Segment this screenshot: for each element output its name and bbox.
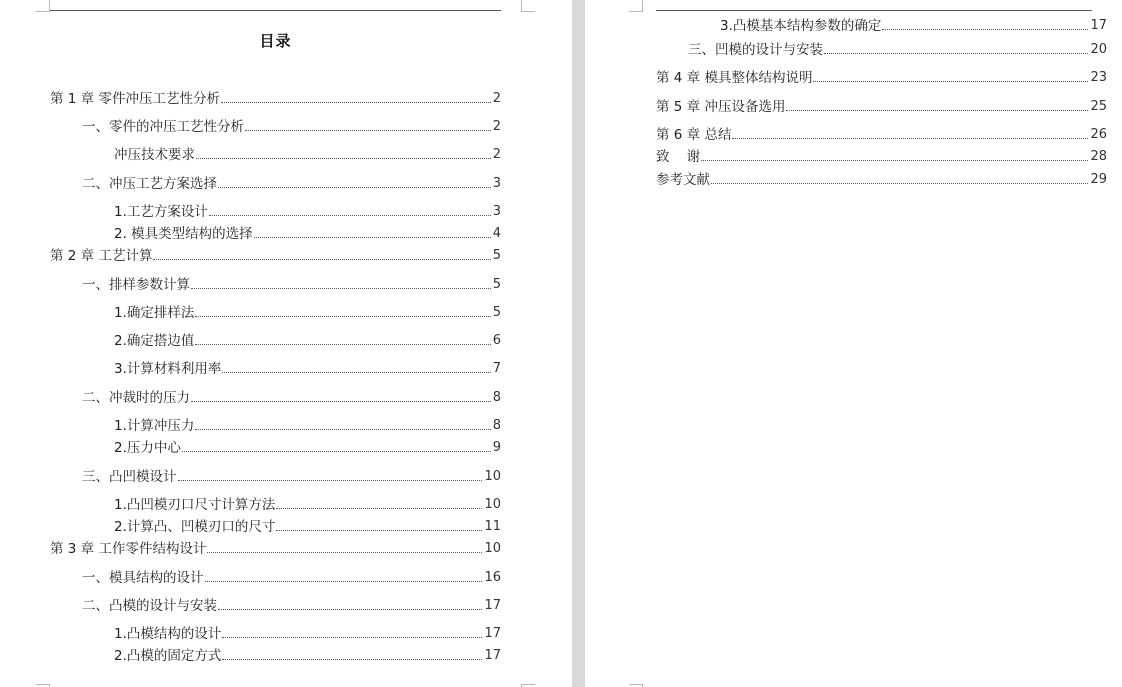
toc-entry-text: 1.确定排样法 (114, 305, 195, 321)
toc-entry-chapter-5[interactable] (656, 98, 1107, 116)
toc-entry-text: 3.凸模基本结构参数的确定 (720, 18, 882, 34)
toc-leader-dots (786, 110, 1088, 111)
toc-page-number: 10 (484, 469, 501, 484)
toc-leader-dots (195, 429, 490, 430)
toc-page-number: 17 (484, 648, 501, 663)
toc-entry-text: 1.凸模结构的设计 (114, 626, 222, 642)
toc-entry-text: 第 1 章 零件冲压工艺性分析 (50, 91, 220, 107)
toc-leader-dots (711, 183, 1088, 184)
toc-leader-dots (191, 288, 491, 289)
toc-entry-subsection[interactable] (114, 417, 501, 435)
toc-page-number: 2 (492, 91, 501, 106)
toc-leader-dots (701, 160, 1088, 161)
toc-entry-text: 冲压技术要求 (114, 147, 195, 163)
toc-entry-text: 2.确定搭边值 (114, 333, 195, 349)
toc-entry-subsection[interactable] (720, 17, 1107, 35)
toc-entry-text: 第 6 章 总结 (656, 127, 732, 143)
toc-entry-text: 一、模具结构的设计 (82, 570, 204, 586)
toc-entry-subsection[interactable] (114, 304, 501, 322)
toc-entry-chapter-2[interactable] (50, 247, 501, 265)
toc-leader-dots (195, 316, 490, 317)
toc-page-number: 8 (492, 390, 501, 405)
toc-leader-dots (222, 659, 482, 660)
toc-leader-dots (207, 552, 482, 553)
toc-page-number: 11 (484, 519, 501, 534)
toc-entry-subsection[interactable] (114, 647, 501, 665)
toc-entry-section[interactable] (82, 175, 501, 193)
toc-leader-dots (222, 637, 482, 638)
toc-leader-dots (195, 344, 490, 345)
toc-page-number: 4 (492, 226, 501, 241)
toc-leader-dots (221, 102, 491, 103)
toc-entry-subsection[interactable] (114, 360, 501, 378)
toc-leader-dots (209, 215, 491, 216)
toc-page-number: 5 (492, 305, 501, 320)
crop-mark-top-right (521, 0, 535, 12)
toc-leader-dots (813, 81, 1088, 82)
toc-page-number: 26 (1090, 127, 1107, 142)
toc-page-number: 3 (492, 204, 501, 219)
toc-leader-dots (218, 609, 482, 610)
toc-entry-text: 1.工艺方案设计 (114, 204, 208, 220)
toc-leader-dots (191, 401, 491, 402)
toc-entry-subsection[interactable] (114, 496, 501, 514)
toc-page-number: 10 (484, 497, 501, 512)
toc-leader-dots (276, 508, 482, 509)
toc-leader-dots (882, 29, 1088, 30)
crop-mark-top-left (629, 0, 643, 12)
toc-page-number: 25 (1090, 99, 1107, 114)
toc-entry-section[interactable] (82, 276, 501, 294)
toc-entry-text: 2.计算凸、凹模刃口的尺寸 (114, 519, 276, 535)
toc-entry-text: 第 3 章 工作零件结构设计 (50, 541, 207, 557)
toc-entry-acknowledgements[interactable] (656, 148, 1107, 166)
toc-leader-dots (205, 581, 483, 582)
toc-page-number: 5 (492, 277, 501, 292)
toc-leader-dots (254, 237, 491, 238)
toc-entry-subsection[interactable] (114, 518, 501, 536)
toc-entry-section[interactable] (82, 118, 501, 136)
toc-entry-section[interactable] (82, 389, 501, 407)
toc-entry-text: 一、零件的冲压工艺性分析 (82, 119, 244, 135)
toc-entry-section[interactable] (82, 569, 501, 587)
toc-leader-dots (222, 372, 490, 373)
toc-leader-dots (732, 138, 1088, 139)
toc-entry-text: 二、冲压工艺方案选择 (82, 176, 217, 192)
toc-entry-text: 1.计算冲压力 (114, 418, 195, 434)
toc-entry-text: 2. 模具类型结构的选择 (114, 226, 253, 242)
toc-entry-chapter-6[interactable] (656, 126, 1107, 144)
toc-entry-subsection[interactable] (114, 146, 501, 164)
toc-page-number: 23 (1090, 70, 1107, 85)
toc-entry-chapter-3[interactable] (50, 540, 501, 558)
toc-leader-dots (196, 158, 491, 159)
toc-entry-references[interactable] (656, 171, 1107, 189)
toc-leader-dots (153, 259, 490, 260)
toc-leader-dots (245, 130, 491, 131)
toc-leader-dots (824, 53, 1088, 54)
toc-entry-text: 2.凸模的固定方式 (114, 648, 222, 664)
toc-entry-text: 第 5 章 冲压设备选用 (656, 99, 786, 115)
toc-entry-text: 3.计算材料利用率 (114, 361, 222, 377)
toc-page-number: 17 (484, 626, 501, 641)
toc-entry-text: 第 2 章 工艺计算 (50, 248, 153, 264)
toc-page-number: 7 (492, 361, 501, 376)
toc-page-number: 17 (484, 598, 501, 613)
toc-page-number: 28 (1090, 149, 1107, 164)
toc-entry-subsection[interactable] (114, 225, 501, 243)
toc-page-number: 8 (492, 418, 501, 433)
toc-page-number: 6 (492, 333, 501, 348)
toc-entry-subsection[interactable] (114, 203, 501, 221)
toc-page-number: 20 (1090, 42, 1107, 57)
toc-entry-subsection[interactable] (114, 332, 501, 350)
toc-entry-text: 参考文献 (656, 172, 710, 188)
toc-entry-text: 一、排样参数计算 (82, 277, 190, 293)
toc-page-number: 9 (492, 440, 501, 455)
toc-page-number: 5 (492, 248, 501, 263)
toc-leader-dots (182, 451, 491, 452)
toc-leader-dots (276, 530, 482, 531)
toc-page-number: 16 (484, 570, 501, 585)
header-rule (50, 10, 501, 11)
page-right (585, 0, 1122, 687)
header-rule (656, 10, 1092, 11)
toc-entry-chapter-4[interactable] (656, 69, 1107, 87)
toc-entry-section[interactable] (688, 41, 1107, 59)
toc-entry-text: 三、凸凹模设计 (82, 469, 177, 485)
toc-entry-text: 二、凸模的设计与安装 (82, 598, 217, 614)
toc-entry-text: 2.压力中心 (114, 440, 181, 456)
toc-page-number: 17 (1090, 18, 1107, 33)
toc-page-number: 2 (492, 147, 501, 162)
toc-entry-text: 致 谢 (656, 149, 701, 165)
toc-entry-subsection[interactable] (114, 439, 501, 457)
toc-title: 目录 (259, 32, 292, 50)
toc-leader-dots (178, 480, 483, 481)
toc-page-number: 29 (1090, 172, 1107, 187)
toc-entry-section[interactable] (82, 468, 501, 486)
crop-mark-top-left (36, 0, 50, 12)
toc-leader-dots (218, 187, 491, 188)
toc-entry-text: 第 4 章 模具整体结构说明 (656, 70, 813, 86)
toc-entry-text: 1.凸凹模刃口尺寸计算方法 (114, 497, 276, 513)
toc-entry-text: 二、冲裁时的压力 (82, 390, 190, 406)
toc-page-number: 10 (484, 541, 501, 556)
toc-page-number: 2 (492, 119, 501, 134)
toc-entry-text: 三、凹模的设计与安装 (688, 42, 823, 58)
toc-entry-section[interactable] (82, 597, 501, 615)
toc-entry-subsection[interactable] (114, 625, 501, 643)
toc-page-number: 3 (492, 176, 501, 191)
toc-entry-chapter-1[interactable] (50, 90, 501, 108)
